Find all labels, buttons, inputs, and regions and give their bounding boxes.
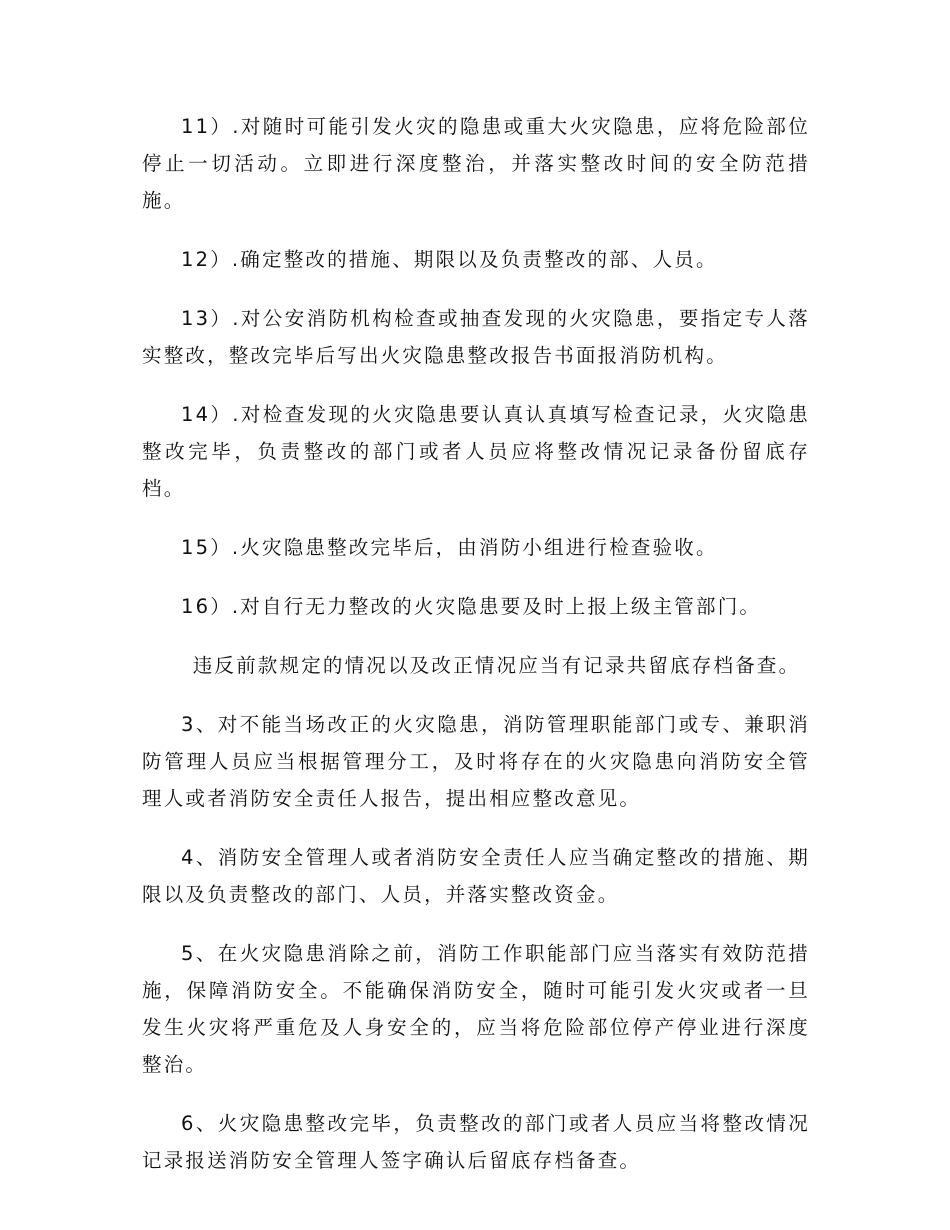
document-body	[142, 108, 810, 1201]
paragraph-item-11: 11）.对随时可能引发火灾的隐患或重大火灾隐患，应将危险部位停止一切活动。立即进行深度整治，并落实整改时间的安全防范措施。	[142, 115, 810, 212]
paragraph-section-6: 6、火灾隐患整改完毕，负责整改的部门或者人员应当将整改情况记录报送消防安全管理人签字确认后留底存档备查。	[142, 1112, 810, 1172]
paragraph-item-14: 14）.对检查发现的火灾隐患要认真认真填写检查记录，火灾隐患整改完毕，负责整改的部门或者人员应将整改情况记录备份留底存档。	[142, 403, 810, 500]
paragraph-section-5: 5、在火灾隐患消除之前，消防工作职能部门应当落实有效防范措施，保障消防安全。不能确保消防安全，随时可能引发火灾或者一旦发生火灾将严重危及人身安全的，应当将危险部位停产停业进行深度整治。	[142, 942, 810, 1076]
paragraph-item-16: 16）.对自行无力整改的火灾隐患要及时上报上级主管部门。	[181, 595, 762, 618]
paragraph-section-4: 4、消防安全管理人或者消防安全责任人应当确定整改的措施、期限以及负责整改的部门、人员，并落实整改资金。	[142, 846, 810, 906]
paragraph-violation-note: 违反前款规定的情况以及改正情况应当有记录共留底存档备查。	[192, 654, 801, 677]
paragraph-item-12: 12）.确定整改的措施、期限以及负责整改的部、人员。	[181, 248, 718, 271]
paragraph-item-13: 13）.对公安消防机构检查或抽查发现的火灾隐患，要指定专人落实整改，整改完毕后写出火灾隐患整改报告书面报消防机构。	[142, 307, 810, 367]
paragraph-item-15: 15）.火灾隐患整改完毕后，由消防小组进行检查验收。	[181, 536, 718, 559]
paragraph-section-3: 3、对不能当场改正的火灾隐患，消防管理职能部门或专、兼职消防管理人员应当根据管理分工，及时将存在的火灾隐患向消防安全管理人或者消防安全责任人报告，提出相应整改意见。	[142, 713, 810, 810]
